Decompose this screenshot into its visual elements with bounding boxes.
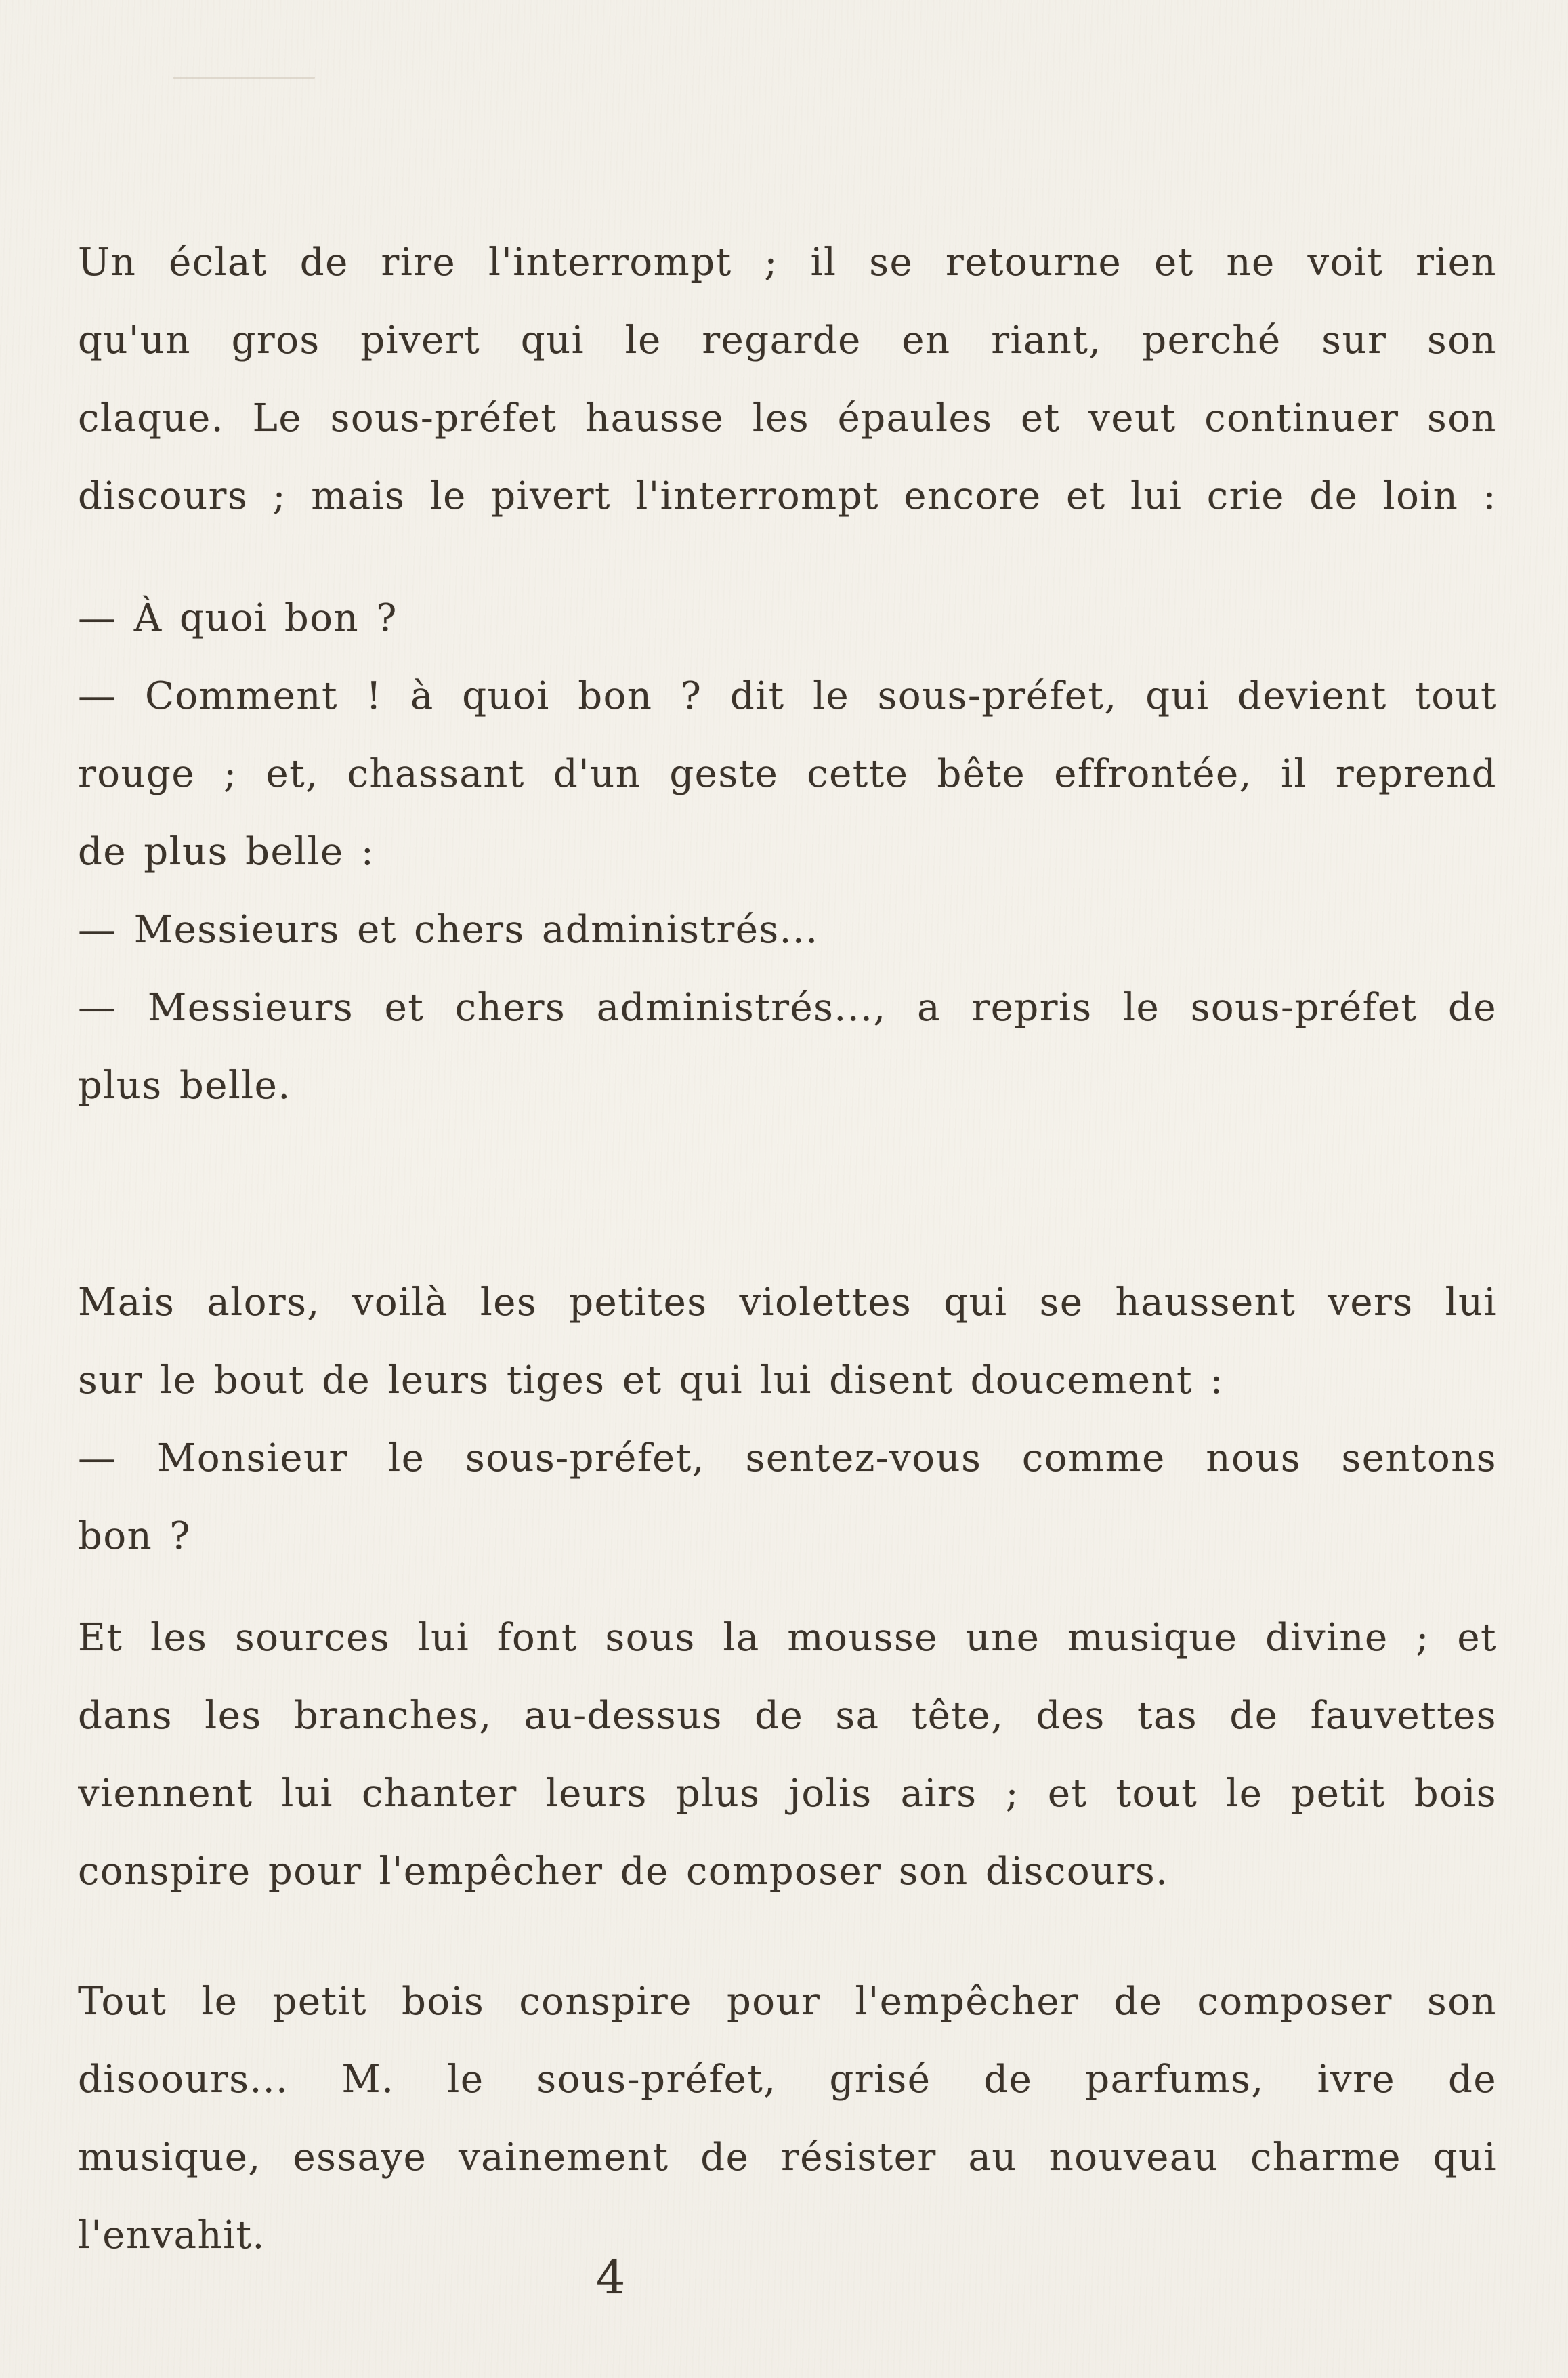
paragraph-violettes [78,1264,1497,1575]
text-line: qu'un gros pivert qui le regarde en riant, perché sur son [78,318,1497,362]
text-line: viennent lui chanter leurs plus jolis airs ; et tout le petit bois [78,1772,1497,1816]
text-line: — Comment ! à quoi bon ? dit le sous-préfet, qui devient tout [78,674,1497,718]
text-line: Et les sources lui font sous la mousse une musique divine ; et [78,1616,1497,1660]
text-line: bon ? [78,1514,191,1558]
paragraph-narration-1 [78,224,1497,535]
text-line: rouge ; et, chassant d'un geste cette bête effrontée, il reprend [78,752,1497,796]
page-number: 4 [596,2251,626,2305]
text-line: sur le bout de leurs tiges et qui lui disent doucement : [78,1358,1224,1402]
text-line: conspire pour l'empêcher de composer son discours. [78,1850,1169,1894]
paragraph-final [78,1963,1497,2274]
text-line: — Monsieur le sous-préfet, sentez-vous comme nous sentons [78,1436,1497,1480]
paper-crease [173,77,315,79]
text-line: — À quoi bon ? [78,596,398,640]
text-line: disoours... M. le sous-préfet, grisé de parfums, ivre de [78,2058,1497,2102]
text-line: claque. Le sous-préfet hausse les épaules et veut continuer son [78,396,1497,440]
text-line: dans les branches, au-dessus de sa tête, des tas de fauvettes [78,1694,1497,1738]
text-line: — Messieurs et chers administrés... [78,908,819,952]
text-block [78,224,1497,2274]
text-line: discours ; mais le pivert l'interrompt encore et lui crie de loin : [78,474,1497,518]
text-line: l'envahit. [78,2213,266,2257]
text-line: Mais alors, voilà les petites violettes qui se haussent vers lui [78,1280,1497,1324]
paragraph-dialogue [78,579,1497,1125]
text-line: — Messieurs et chers administrés..., a repris le sous-préfet de [78,986,1497,1030]
text-line: de plus belle : [78,830,375,874]
text-line: musique, essaye vainement de résister au nouveau charme qui [78,2135,1497,2179]
text-line: Un éclat de rire l'interrompt ; il se retourne et ne voit rien [78,241,1497,285]
paragraph-sources [78,1599,1497,1911]
text-line: plus belle. [78,1064,291,1108]
text-line: Tout le petit bois conspire pour l'empêcher de composer son [78,1980,1497,2024]
